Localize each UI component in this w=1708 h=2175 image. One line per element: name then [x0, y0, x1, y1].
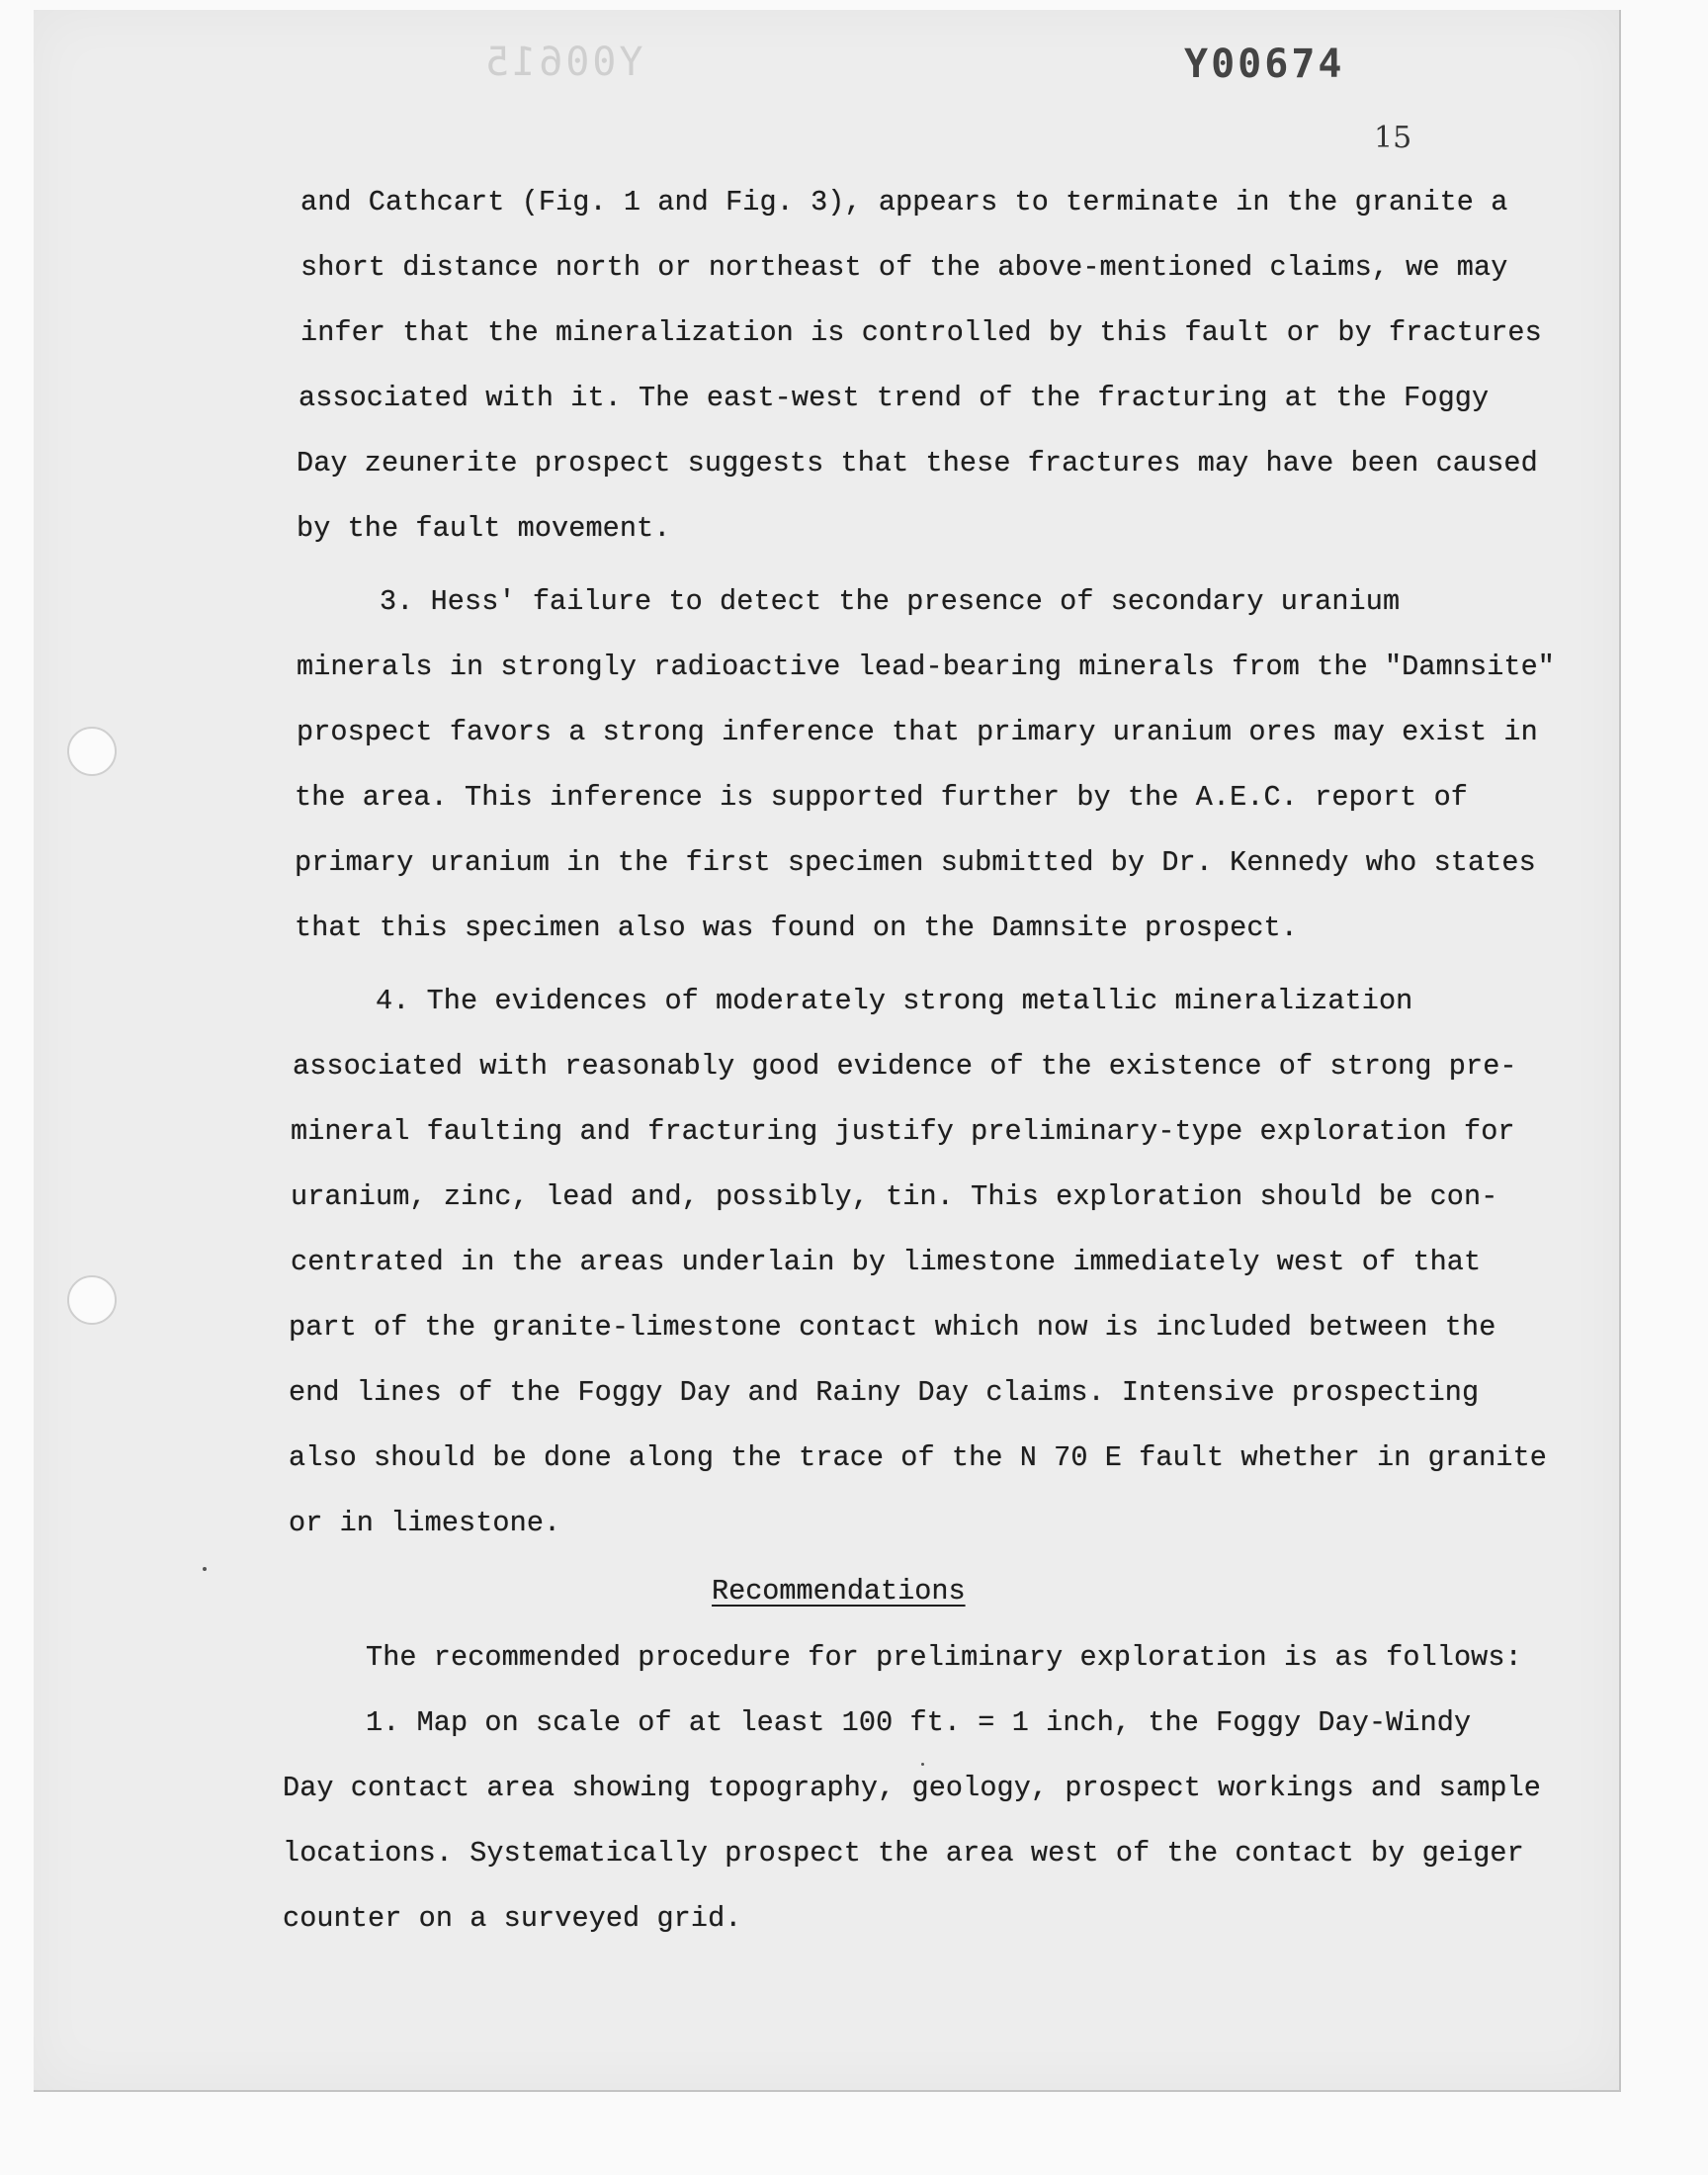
body-line: uranium, zinc, lead and, possibly, tin. This exploration should be con-: [291, 1180, 1498, 1213]
body-line: minerals in strongly radioactive lead-bearing minerals from the "Damnsite": [297, 651, 1556, 683]
body-line: infer that the mineralization is controlled by this fault or by fractures: [300, 316, 1542, 349]
body-line: part of the granite-limestone contact which now is included between the: [289, 1311, 1496, 1344]
body-line: primary uranium in the first specimen submitted by Dr. Kennedy who states: [295, 846, 1536, 879]
punch-hole: [67, 727, 117, 776]
recommendation-line: counter on a surveyed grid.: [283, 1902, 742, 1935]
section-heading: Recommendations: [712, 1575, 966, 1608]
body-line: end lines of the Foggy Day and Rainy Day claims. Intensive prospecting: [289, 1376, 1480, 1409]
body-line: 4. The evidences of moderately strong metallic mineralization: [376, 985, 1413, 1017]
recommendation-line: The recommended procedure for preliminary exploration is as follows:: [366, 1641, 1522, 1674]
page-number: 15: [1374, 121, 1412, 155]
body-line: or in limestone.: [289, 1507, 561, 1539]
body-line: 3. Hess' failure to detect the presence of secondary uranium: [380, 585, 1401, 618]
body-line: Day zeunerite prospect suggests that these fractures may have been caused: [297, 447, 1538, 479]
body-line: associated with reasonably good evidence of the existence of strong pre-: [293, 1050, 1517, 1083]
scan-speck: [203, 1567, 207, 1571]
body-line: prospect favors a strong inference that primary uranium ores may exist in: [297, 716, 1538, 748]
body-line: mineral faulting and fracturing justify preliminary-type exploration for: [291, 1115, 1515, 1148]
document-id-stamp: Y00674: [1184, 42, 1345, 87]
body-line: associated with it. The east-west trend of the fracturing at the Foggy: [299, 382, 1490, 414]
punch-hole: [67, 1275, 117, 1325]
body-line: by the fault movement.: [297, 512, 671, 545]
scan-speck: [921, 1763, 924, 1766]
body-line: that this specimen also was found on the Damnsite prospect.: [295, 912, 1298, 944]
body-line: the area. This inference is supported further by the A.E.C. report of: [295, 781, 1468, 814]
body-line: and Cathcart (Fig. 1 and Fig. 3), appears to terminate in the granite a: [300, 186, 1508, 218]
recommendation-line: Day contact area showing topography, geology, prospect workings and sample: [283, 1772, 1542, 1804]
bleed-through-stamp: Y00615: [482, 40, 643, 85]
body-line: also should be done along the trace of the N 70 E fault whether in granite: [289, 1441, 1548, 1474]
recommendation-line: 1. Map on scale of at least 100 ft. = 1 inch, the Foggy Day-Windy: [366, 1706, 1472, 1739]
body-line: centrated in the areas underlain by limestone immediately west of that: [291, 1246, 1482, 1278]
body-line: short distance north or northeast of the above-mentioned claims, we may: [300, 251, 1508, 284]
recommendation-line: locations. Systematically prospect the area west of the contact by geiger: [283, 1837, 1524, 1870]
